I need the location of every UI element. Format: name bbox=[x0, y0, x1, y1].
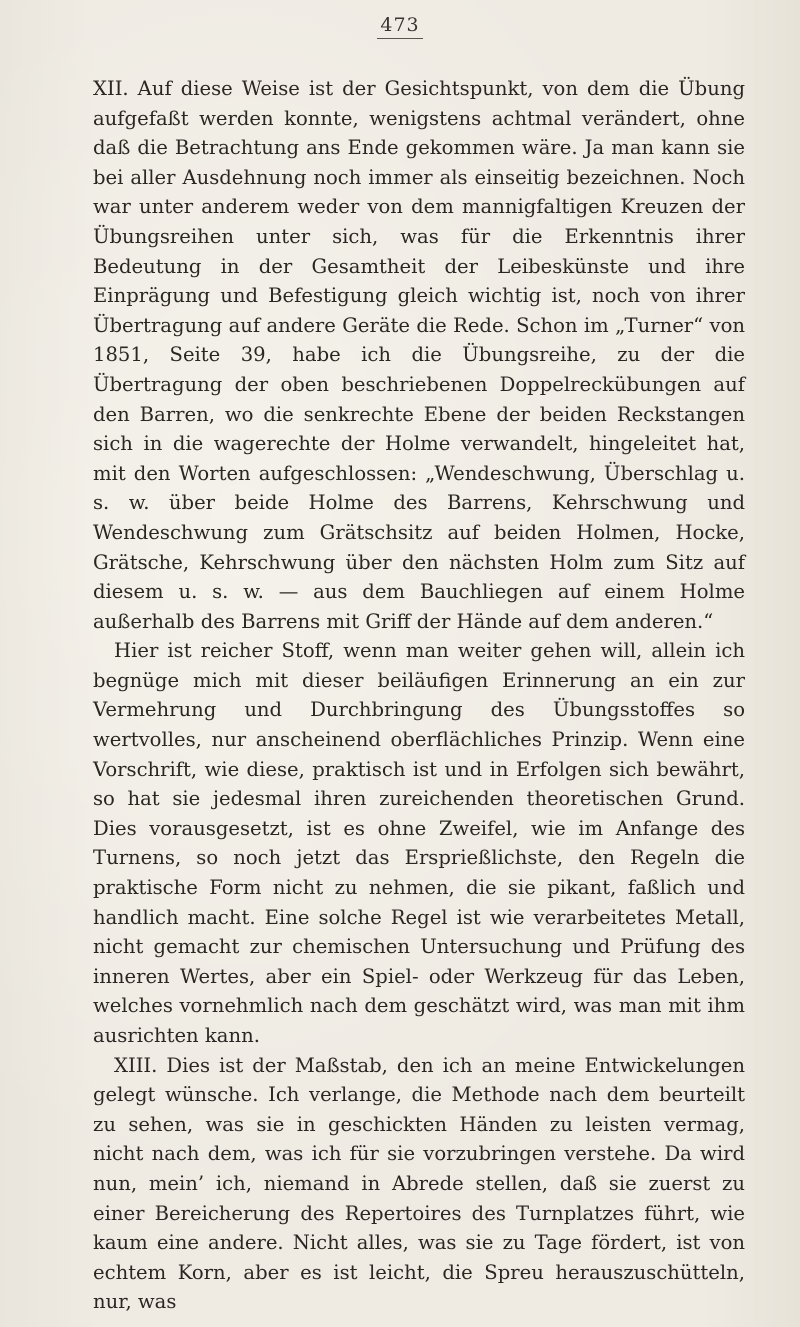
paragraph-section-xii: XII. Auf diese Weise ist der Gesichtspunkt, von dem die Übung aufgefaßt werden konnte, wenigstens achtmal verändert, ohne daß die Betrachtung ans Ende gekommen wäre. Ja man kann sie bei aller Ausdehnung noch immer als einseitig bezeichnen. Noch war unter anderem weder von dem mannigfaltigen Kreuzen der Übungsreihen unter sich, was für die Erkenntnis ihrer Bedeutung in der Gesamtheit der Leibeskünste und ihre Einprägung und Befestigung gleich wichtig ist, noch von ihrer Übertragung auf andere Geräte die Rede. Schon im „Turner“ von 1851, Seite 39, habe ich die Übungsreihe, zu der die Übertragung der oben beschriebenen Doppelreckübungen auf den Barren, wo die senkrechte Ebene der beiden Reckstangen sich in die wagerechte der Holme verwandelt, hingeleitet hat, mit den Worten aufgeschlossen: „Wendeschwung, Überschlag u. s. w. über beide Holme des Barrens, Kehrschwung und Wendeschwung zum Grätschsitz auf beiden Holmen, Hocke, Grätsche, Kehrschwung über den nächsten Holm zum Sitz auf diesem u. s. w. — aus dem Bauchliegen auf einem Holme außerhalb des Barrens mit Griff der Hände auf dem anderen.“ bbox=[93, 77, 745, 633]
page-number: 473 bbox=[0, 14, 800, 39]
paragraph-hier: Hier ist reicher Stoff, wenn man weiter gehen will, allein ich begnüge mich mit dieser beiläufigen Erinnerung an ein zur Vermehrung und Durchbringung des Übungsstoffes so wertvolles, nur anscheinend oberflächliches Prinzip. Wenn eine Vorschrift, wie diese, praktisch ist und in Erfolgen sich bewährt, so hat sie jedesmal ihren zureichenden theoretischen Grund. Dies vorausgesetzt, ist es ohne Zweifel, wie im Anfange des Turnens, so noch jetzt das Ersprießlichste, den Regeln die praktische Form nicht zu nehmen, die sie pikant, faßlich und handlich macht. Eine solche Regel ist wie verarbeitetes Metall, nicht gemacht zur chemischen Untersuchung und Prüfung des inneren Wertes, aber ein Spiel- oder Werkzeug für das Leben, welches vornehmlich nach dem geschätzt wird, was man mit ihm ausrichten kann. bbox=[93, 639, 745, 1047]
paragraph-section-xiii: XIII. Dies ist der Maßstab, den ich an meine Entwickelungen gelegt wünsche. Ich verlange, die Methode nach dem beurteilt zu sehen, was sie in geschickten Händen zu leisten vermag, nicht nach dem, was ich für sie vorzubringen verstehe. Da wird nun, mein’ ich, niemand in Abrede stellen, daß sie zuerst zu einer Bereicherung des Repertoires des Turnplatzes führt, wie kaum eine andere. Nicht alles, was sie zu Tage fördert, ist von echtem Korn, aber es ist leicht, die Spreu herauszuschütteln, nur, was bbox=[93, 1053, 745, 1314]
body-text bbox=[93, 74, 745, 1317]
